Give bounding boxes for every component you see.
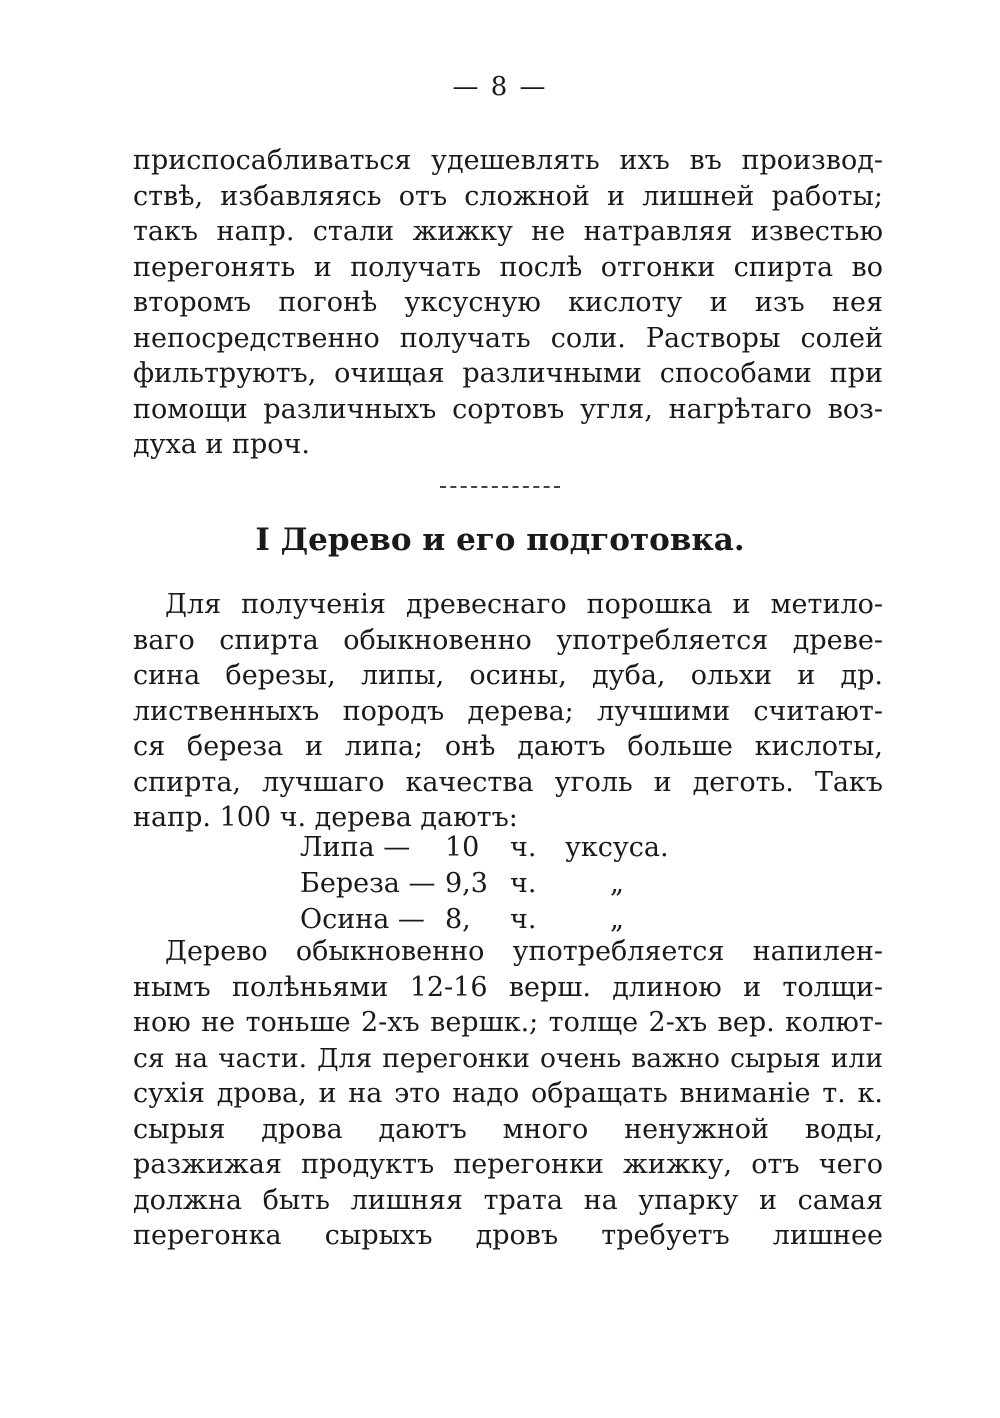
text-line: сырыя дрова даютъ много ненужной воды, [133,1113,883,1145]
text-line: спирта, лучшаго качества уголь и деготь. Такъ [133,766,883,798]
yield-tree: Липа — [300,832,411,863]
text-line: сина березы, липы, осины, дуба, ольхи и др. [133,660,883,691]
text-line: должна быть лишняя трата на упарку и самая [133,1184,883,1216]
yield-amount: 10 [445,832,480,863]
text-line: сухія дрова, и на это надо обращать вниманіе т. к. [133,1078,883,1109]
page-number: — 8 — [452,72,548,102]
text-line: разжижая продуктъ перегонки жижку, отъ чего [133,1149,883,1180]
logs-paragraph [133,934,883,1254]
text-line: нымъ полѣньями 12-16 верш. длиною и толщи- [133,971,883,1003]
yield-row [300,902,705,938]
section-title: I Дерево и его подготовка. [255,522,745,558]
text-line: Для полученія древеснаго порошка и метило- [165,589,883,620]
text-line: напр. 100 ч. дерева даютъ: [133,802,518,833]
text-line: непосредственно получать соли. Растворы солей [133,322,883,354]
text-line: Дерево обыкновенно употребляется напилен- [165,936,883,967]
text-line: перегонка сырыхъ дровъ требуетъ лишнее [133,1220,883,1251]
yield-product-ditto: „ [610,868,624,899]
yield-row [300,866,705,902]
yield-unit: ч. [510,868,537,899]
yield-amount: 9,3 [445,868,488,899]
text-line: ною не тоньше 2-хъ вершк.; толще 2-хъ вер. колют- [133,1007,883,1038]
text-line: второмъ погонѣ уксусную кислоту и изъ нея [133,287,883,318]
text-line: ся береза и липа; онѣ даютъ больше кислоты, [133,731,883,762]
text-line: ся на части. Для перегонки очень важно сырыя или [133,1042,883,1074]
yield-row [300,830,705,866]
section-divider [440,486,560,488]
text-line: помощи различныхъ сортовъ угля, нагрѣтаго воз- [133,393,883,425]
text-line: духа и проч. [133,429,310,460]
yield-product-ditto: „ [610,904,624,935]
text-line: ваго спирта обыкновенно употребляется древе- [133,624,883,656]
intro-paragraph [133,143,883,463]
wood-paragraph [133,587,883,836]
text-line: перегонять и получать послѣ отгонки спирта во [133,251,883,283]
yield-unit: ч. [510,904,537,935]
text-line: фильтруютъ, очищая различными способами при [133,358,883,389]
yield-unit: ч. [510,832,537,863]
text-line: лиственныхъ породъ дерева; лучшими считают- [133,695,883,727]
text-line: такъ напр. стали жижку не натравляя известью [133,216,883,247]
text-line: ствѣ, избавляясь отъ сложной и лишней работы; [133,180,883,212]
yield-tree: Осина — [300,904,425,935]
text-line: приспосабливаться удешевлять ихъ въ производ- [133,145,883,176]
yield-tree: Береза — [300,868,436,899]
yield-product: уксуса. [565,832,669,863]
yield-table [300,830,705,938]
yield-amount: 8, [445,904,471,935]
